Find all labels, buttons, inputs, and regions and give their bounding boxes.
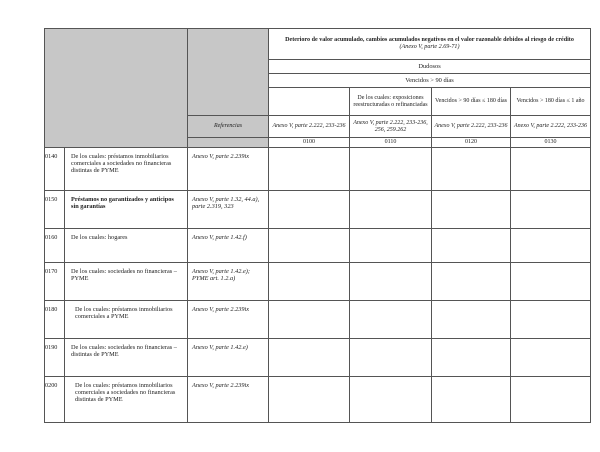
header-title: Deterioro de valor acumulado, cambios acumulados negativos en el valor razonable debidos al riesgo de crédito [285,37,574,43]
table-row [45,377,591,423]
cell-0140-0110[interactable] [350,148,432,191]
table-row [45,301,591,339]
table-row [45,263,591,301]
cell-0180-0120[interactable] [432,301,511,339]
cell-0190-0130[interactable] [511,339,591,377]
cell-0160-0130[interactable] [511,229,591,263]
table-row [45,148,591,191]
column-code-0110: 0110 [350,138,432,148]
cell-0140-0120[interactable] [432,148,511,191]
header-dudosos: Dudosos [269,60,591,74]
row-ref: Anexo V, parte 2.239ix [188,148,269,191]
row-ref: Anexo V, parte 1.42.f) [188,229,269,263]
row-label: De los cuales: sociedades no financieras – PYME [65,263,188,301]
cell-0200-0110[interactable] [350,377,432,423]
row-code: 0150 [45,191,65,229]
row-code: 0200 [45,377,65,423]
row-ref: Anexo V, parte 2.239ix [188,301,269,339]
column-ref-0120: Anexo V, parte 2.222, 233-236 [432,116,511,138]
header-code-blank [188,138,269,148]
column-label-0110: De los cuales: exposiciones reestructuradas o refinanciadas [350,88,432,116]
row-code: 0180 [45,301,65,339]
table-row [45,229,591,263]
cell-0140-0100[interactable] [269,148,350,191]
column-ref-0100: Anexo V, parte 2.222, 233-236 [269,116,350,138]
cell-0180-0100[interactable] [269,301,350,339]
cell-0160-0120[interactable] [432,229,511,263]
cell-0200-0130[interactable] [511,377,591,423]
cell-0190-0110[interactable] [350,339,432,377]
cell-0150-0110[interactable] [350,191,432,229]
row-code: 0160 [45,229,65,263]
header-ref-blank [188,29,269,116]
column-code-0100: 0100 [269,138,350,148]
row-ref: Anexo V, parte 1.42.e); PYME art. 1.2.a) [188,263,269,301]
column-label-0100 [269,88,350,116]
financial-report-table [44,28,590,426]
column-label-0130: Vencidos > 180 días ≤ 1 año [511,88,591,116]
cell-0180-0110[interactable] [350,301,432,339]
column-code-0130: 0130 [511,138,591,148]
cell-0200-0120[interactable] [432,377,511,423]
table-row [45,191,591,229]
row-ref: Anexo V, parte 2.239ix [188,377,269,423]
cell-0190-0100[interactable] [269,339,350,377]
cell-0150-0100[interactable] [269,191,350,229]
cell-0190-0120[interactable] [432,339,511,377]
cell-0150-0130[interactable] [511,191,591,229]
cell-0170-0120[interactable] [432,263,511,301]
cell-0140-0130[interactable] [511,148,591,191]
table-row [45,339,591,377]
row-code: 0140 [45,148,65,191]
cell-0150-0120[interactable] [432,191,511,229]
row-code: 0170 [45,263,65,301]
row-label: De los cuales: sociedades no financieras – distintas de PYME [65,339,188,377]
column-code-0120: 0120 [432,138,511,148]
header-corner-blank [45,29,188,148]
column-ref-0130: Anexo V, parte 2.222, 233-236 [511,116,591,138]
row-label: De los cuales: hogares [65,229,188,263]
cell-0170-0100[interactable] [269,263,350,301]
cell-0180-0130[interactable] [511,301,591,339]
cell-0160-0100[interactable] [269,229,350,263]
row-ref: Anexo V, parte 1.42.e) [188,339,269,377]
row-ref: Anexo V, parte 1.32, 44.a), parte 2.319, 323 [188,191,269,229]
cell-0200-0100[interactable] [269,377,350,423]
cell-0170-0130[interactable] [511,263,591,301]
row-label: De los cuales: préstamos inmobiliarios comerciales a sociedades no financieras distintas de PYME [65,377,188,423]
column-label-0120: Vencidos > 90 días ≤ 180 días [432,88,511,116]
row-label: Préstamos no garantizados y anticipos sin garantías [65,191,188,229]
row-label: De los cuales: préstamos inmobiliarios comerciales a sociedades no financieras distintas de PYME [65,148,188,191]
referencias-label: Referencias [188,116,269,138]
header-title-ref: (Anexo V, parte 2.69-71) [399,44,460,50]
row-label: De los cuales: préstamos inmobiliarios comerciales a PYME [65,301,188,339]
header-main-title [269,29,591,60]
cell-0160-0110[interactable] [350,229,432,263]
header-vencidos: Vencidos > 90 días [269,74,591,88]
row-code: 0190 [45,339,65,377]
cell-0170-0110[interactable] [350,263,432,301]
column-ref-0110: Anexo V, parte 2.222, 233-236, 256, 259.262 [350,116,432,138]
